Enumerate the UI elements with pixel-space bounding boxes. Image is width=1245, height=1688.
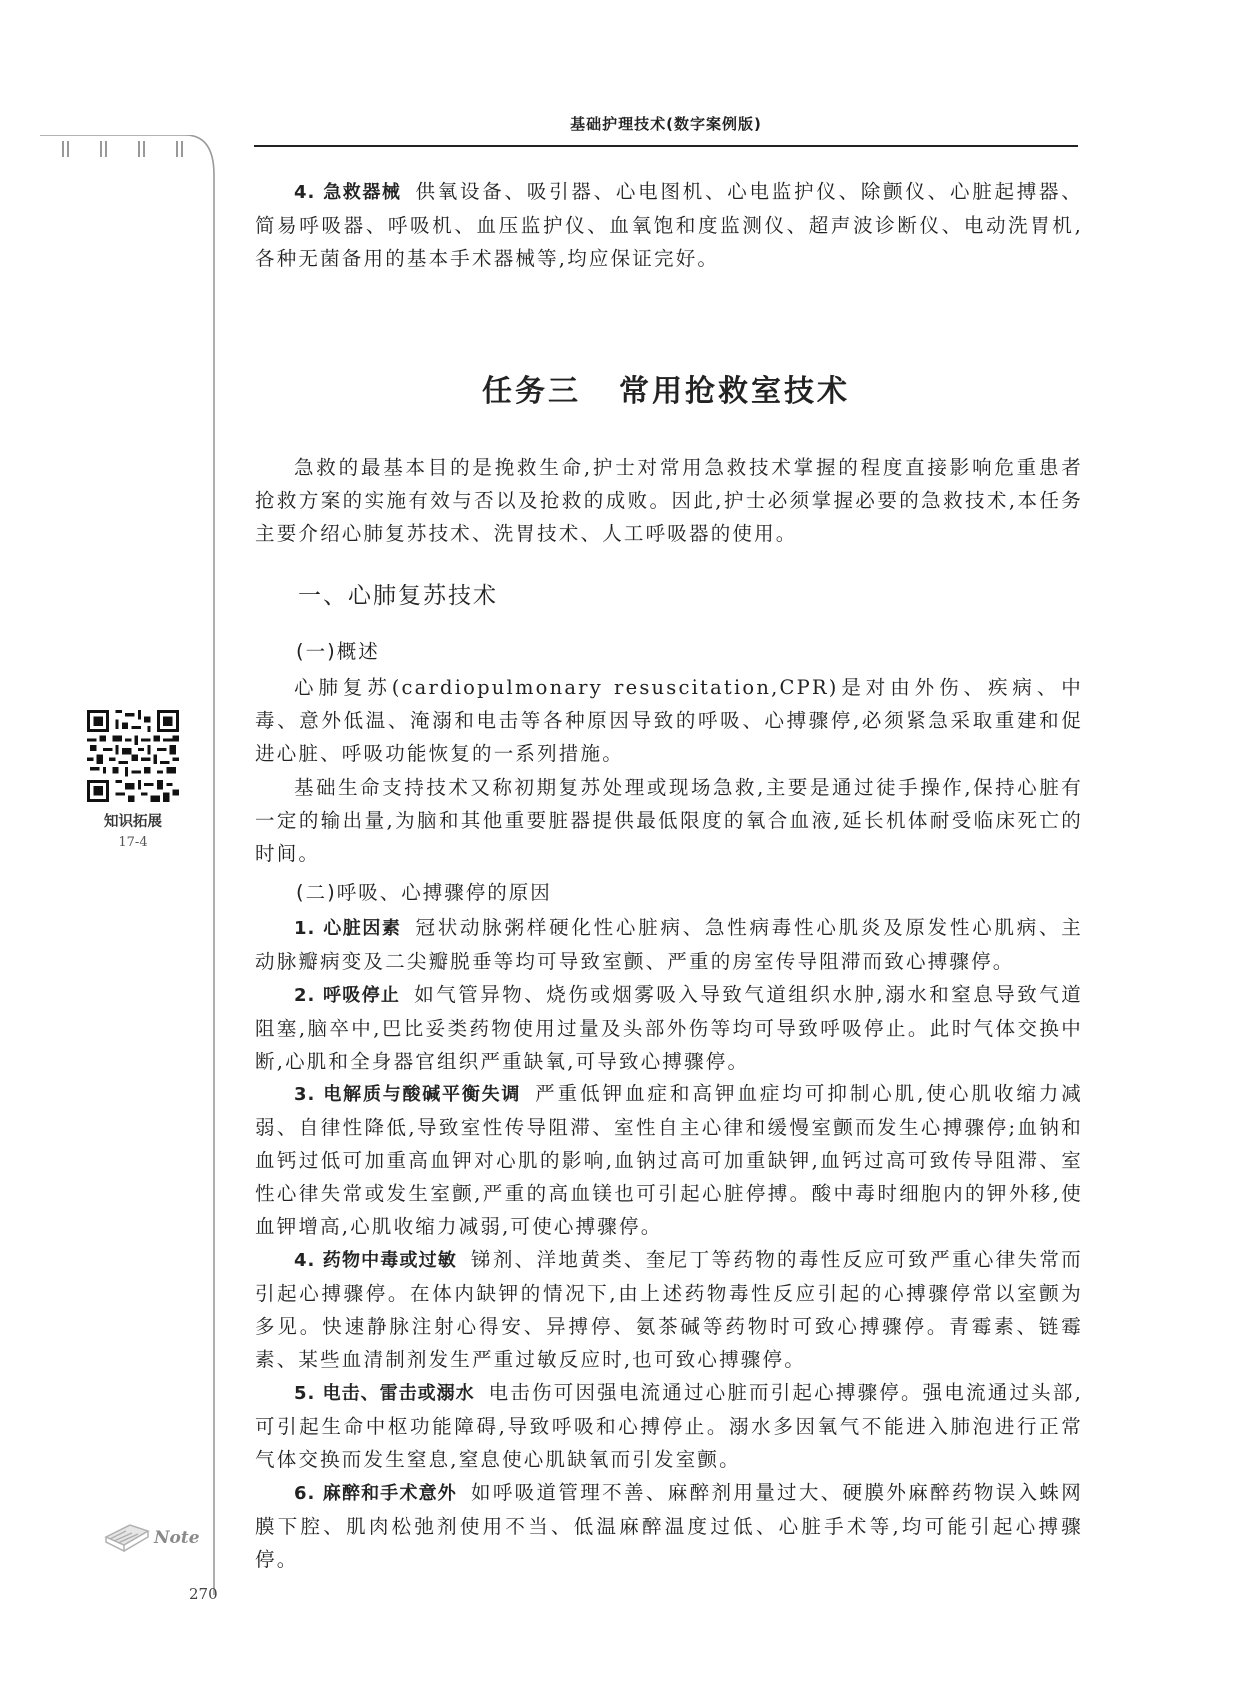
task-number: 任务三	[482, 374, 581, 409]
cause-item-3-text: 严重低钾血症和高钾血症均可抑制心肌,使心肌收缩力减弱、自律性降低,导致室性传导阻滞、室性自主心律和缓慢室颤而发生心搏骤停;血钠和血钙过低可加重高血钾对心肌的影响,血钠过高可加重缺钾,血钙过高可致传导阻滞、室性心律失常或发生室颤,严重的高血镁也可引起心脏停搏。酸中毒时细胞内的钾外移,使血钾增高,心肌收缩力减弱,可使心搏骤停。	[255, 1082, 1083, 1238]
cause-item-6-text: 如呼吸道管理不善、麻醉剂用量过大、硬膜外麻醉药物误入蛛网膜下腔、肌肉松弛剂使用不当、低温麻醉温度过低、心脏手术等,均可能引起心搏骤停。	[255, 1481, 1083, 1571]
cause-item-1-text: 冠状动脉粥样硬化性心脏病、急性病毒性心肌炎及原发性心肌病、主动脉瓣病变及二尖瓣脱垂等均可导致室颤、严重的房室传导阻滞而致心搏骤停。	[255, 916, 1083, 973]
cause-item-5	[255, 1376, 1083, 1476]
qr-resource-number: 17-4	[118, 835, 148, 850]
task-title	[254, 366, 1078, 410]
task-intro-paragraph: 急救的最基本目的是挽救生命,护士对常用急救技术掌握的程度直接影响危重患者抢救方案的实施有效与否以及抢救的成败。因此,护士必须掌握必要的急救技术,本任务主要介绍心肺复苏技术、洗胃技术、人工呼吸器的使用。	[255, 456, 1083, 545]
note-book-icon	[100, 1515, 210, 1555]
cause-item-2-label: 2. 呼吸停止	[294, 985, 401, 1006]
section-heading-cpr: 一、心肺复苏技术	[298, 583, 498, 609]
overview-paragraph-1: 心肺复苏(cardiopulmonary resuscitation,CPR)是对由外伤、疾病、中毒、意外低温、淹溺和电击等各种原因导致的呼吸、心搏骤停,必须紧急采取重建和促进心脏、呼吸功能恢复的一系列措施。	[255, 676, 1083, 765]
cause-item-6-label: 6. 麻醉和手术意外	[294, 1483, 457, 1504]
cause-item-4	[255, 1243, 1083, 1376]
page-number: 270	[189, 1585, 218, 1603]
intro-item-paragraph	[255, 175, 1083, 275]
overview-paragraph-2: 基础生命支持技术又称初期复苏处理或现场急救,主要是通过徒手操作,保持心脏有一定的输出量,为脑和其他重要脏器提供最低限度的氧合血液,延长机体耐受临床死亡的时间。	[255, 776, 1083, 865]
intro-item-label: 4. 急救器械	[294, 182, 402, 203]
header-rule	[254, 145, 1078, 147]
cause-item-5-text: 电击伤可因强电流通过心脏而引起心搏骤停。强电流通过头部,可引起生命中枢功能障碍,导致呼吸和心搏停止。溺水多因氧气不能进入肺泡进行正常气体交换而发生窒息,窒息使心肌缺氧而引发室颤。	[255, 1381, 1083, 1471]
running-header: 基础护理技术(数字案例版)	[570, 115, 762, 133]
task-name: 常用抢救室技术	[619, 374, 850, 409]
cause-item-6	[255, 1476, 1083, 1576]
cause-item-4-text: 锑剂、洋地黄类、奎尼丁等药物的毒性反应可致严重心律失常而引起心搏骤停。在体内缺钾的情况下,由上述药物毒性反应引起的心搏骤停常以室颤为多见。快速静脉注射心得安、异搏停、氨茶碱等药物时可致心搏骤停。青霉素、链霉素、某些血清制剂发生严重过敏反应时,也可致心搏骤停。	[255, 1248, 1083, 1371]
note-label: Note	[154, 1528, 200, 1548]
intro-item-text: 供氧设备、吸引器、心电图机、心电监护仪、除颤仪、心脏起搏器、简易呼吸器、呼吸机、血压监护仪、血氧饱和度监测仪、超声波诊断仪、电动洗胃机,各种无菌备用的基本手术器械等,均应保证完好。	[255, 180, 1083, 270]
qr-caption: 知识拓展	[104, 814, 162, 830]
subsection-heading-overview: (一)概述	[296, 640, 380, 663]
cause-item-1-label: 1. 心脏因素	[294, 918, 402, 939]
cause-item-5-label: 5. 电击、雷击或溺水	[294, 1383, 475, 1404]
cause-item-2-text: 如气管异物、烧伤或烟雾吸入导致气道组织水肿,溺水和窒息导致气道阻塞,脑卒中,巴比妥类药物使用过量及头部外伤等均可导致呼吸停止。此时气体交换中断,心肌和全身器官组织严重缺氧,可导致心搏骤停。	[255, 983, 1083, 1073]
cause-item-3-label: 3. 电解质与酸碱平衡失调	[294, 1084, 522, 1105]
cause-item-4-label: 4. 药物中毒或过敏	[294, 1250, 457, 1271]
cause-item-3	[255, 1077, 1083, 1243]
qr-code-image[interactable]	[87, 710, 179, 802]
margin-line-decoration	[0, 135, 240, 1595]
cause-item-1	[255, 911, 1083, 978]
cause-item-2	[255, 978, 1083, 1078]
subsection-heading-causes: (二)呼吸、心搏骤停的原因	[296, 881, 552, 904]
